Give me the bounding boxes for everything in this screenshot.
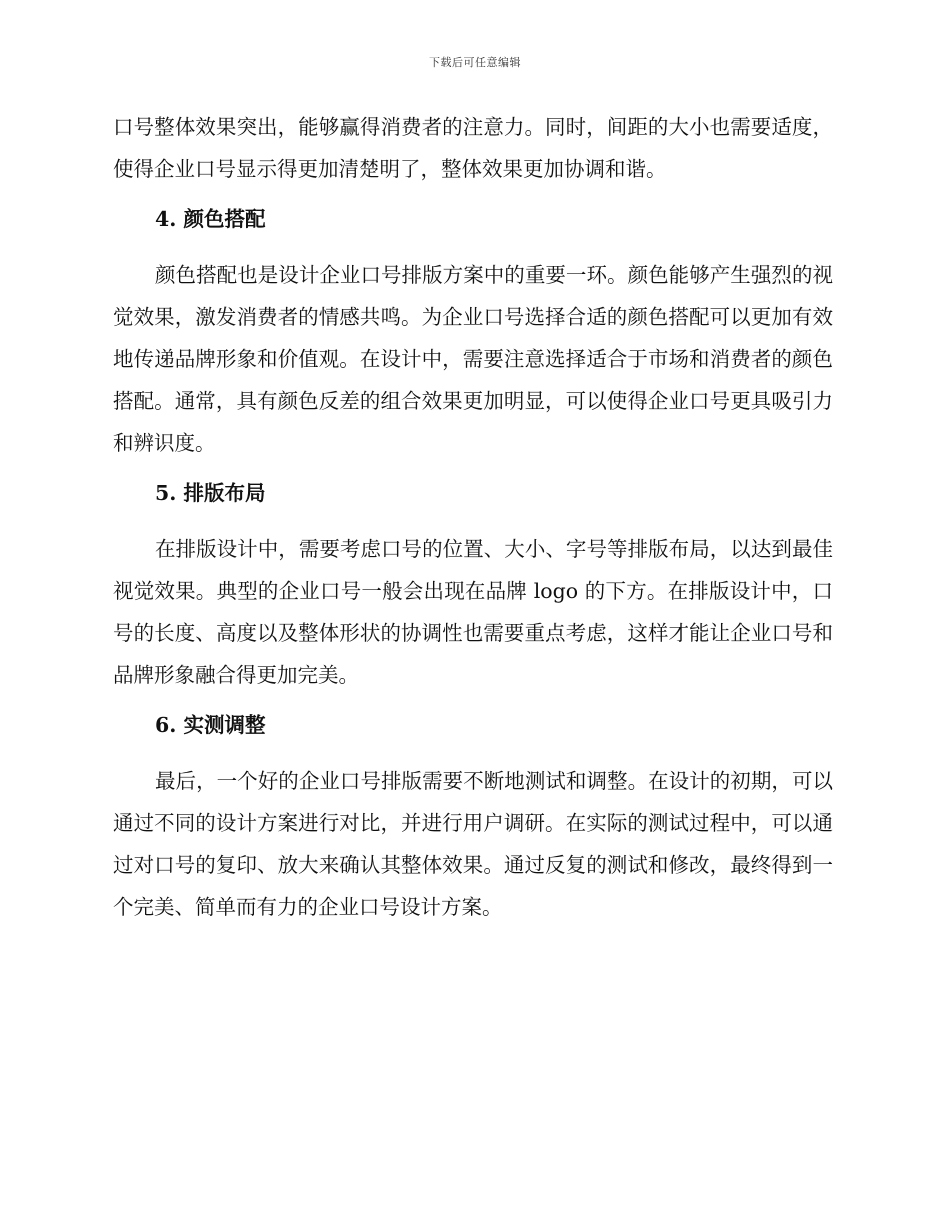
section-heading-layout: 5. 排版布局 [155, 481, 266, 505]
document-content [113, 106, 833, 940]
section-heading-testing: 6. 实测调整 [155, 713, 266, 737]
section-body-testing: 最后，一个好的企业口号排版需要不断地测试和调整。在设计的初期，可以通过不同的设计方案进行对比，并进行用户调研。在实际的测试过程中，可以通过对口号的复印、放大来确认其整体效果。通过反复的测试和修改，最终得到一个完美、简单而有力的企业口号设计方案。 [113, 769, 833, 919]
section-body-layout: 在排版设计中，需要考虑口号的位置、大小、字号等排版布局，以达到最佳视觉效果。典型的企业口号一般会出现在品牌 logo 的下方。在排版设计中，口号的长度、高度以及整体形状的协调性也需要重点考虑，这样才能让企业口号和品牌形象融合得更加完美。 [113, 537, 833, 687]
section-body-color: 颜色搭配也是设计企业口号排版方案中的重要一环。颜色能够产生强烈的视觉效果，激发消费者的情感共鸣。为企业口号选择合适的颜色搭配可以更加有效地传递品牌形象和价值观。在设计中，需要注意选择适合于市场和消费者的颜色搭配。通常，具有颜色反差的组合效果更加明显，可以使得企业口号更具吸引力和辨识度。 [113, 263, 833, 455]
intro-paragraph: 口号整体效果突出，能够赢得消费者的注意力。同时，间距的大小也需要适度，使得企业口号显示得更加清楚明了，整体效果更加协调和谐。 [113, 115, 833, 181]
section-heading-color: 4. 颜色搭配 [155, 207, 266, 231]
header-note: 下载后可任意编辑 [429, 56, 521, 69]
